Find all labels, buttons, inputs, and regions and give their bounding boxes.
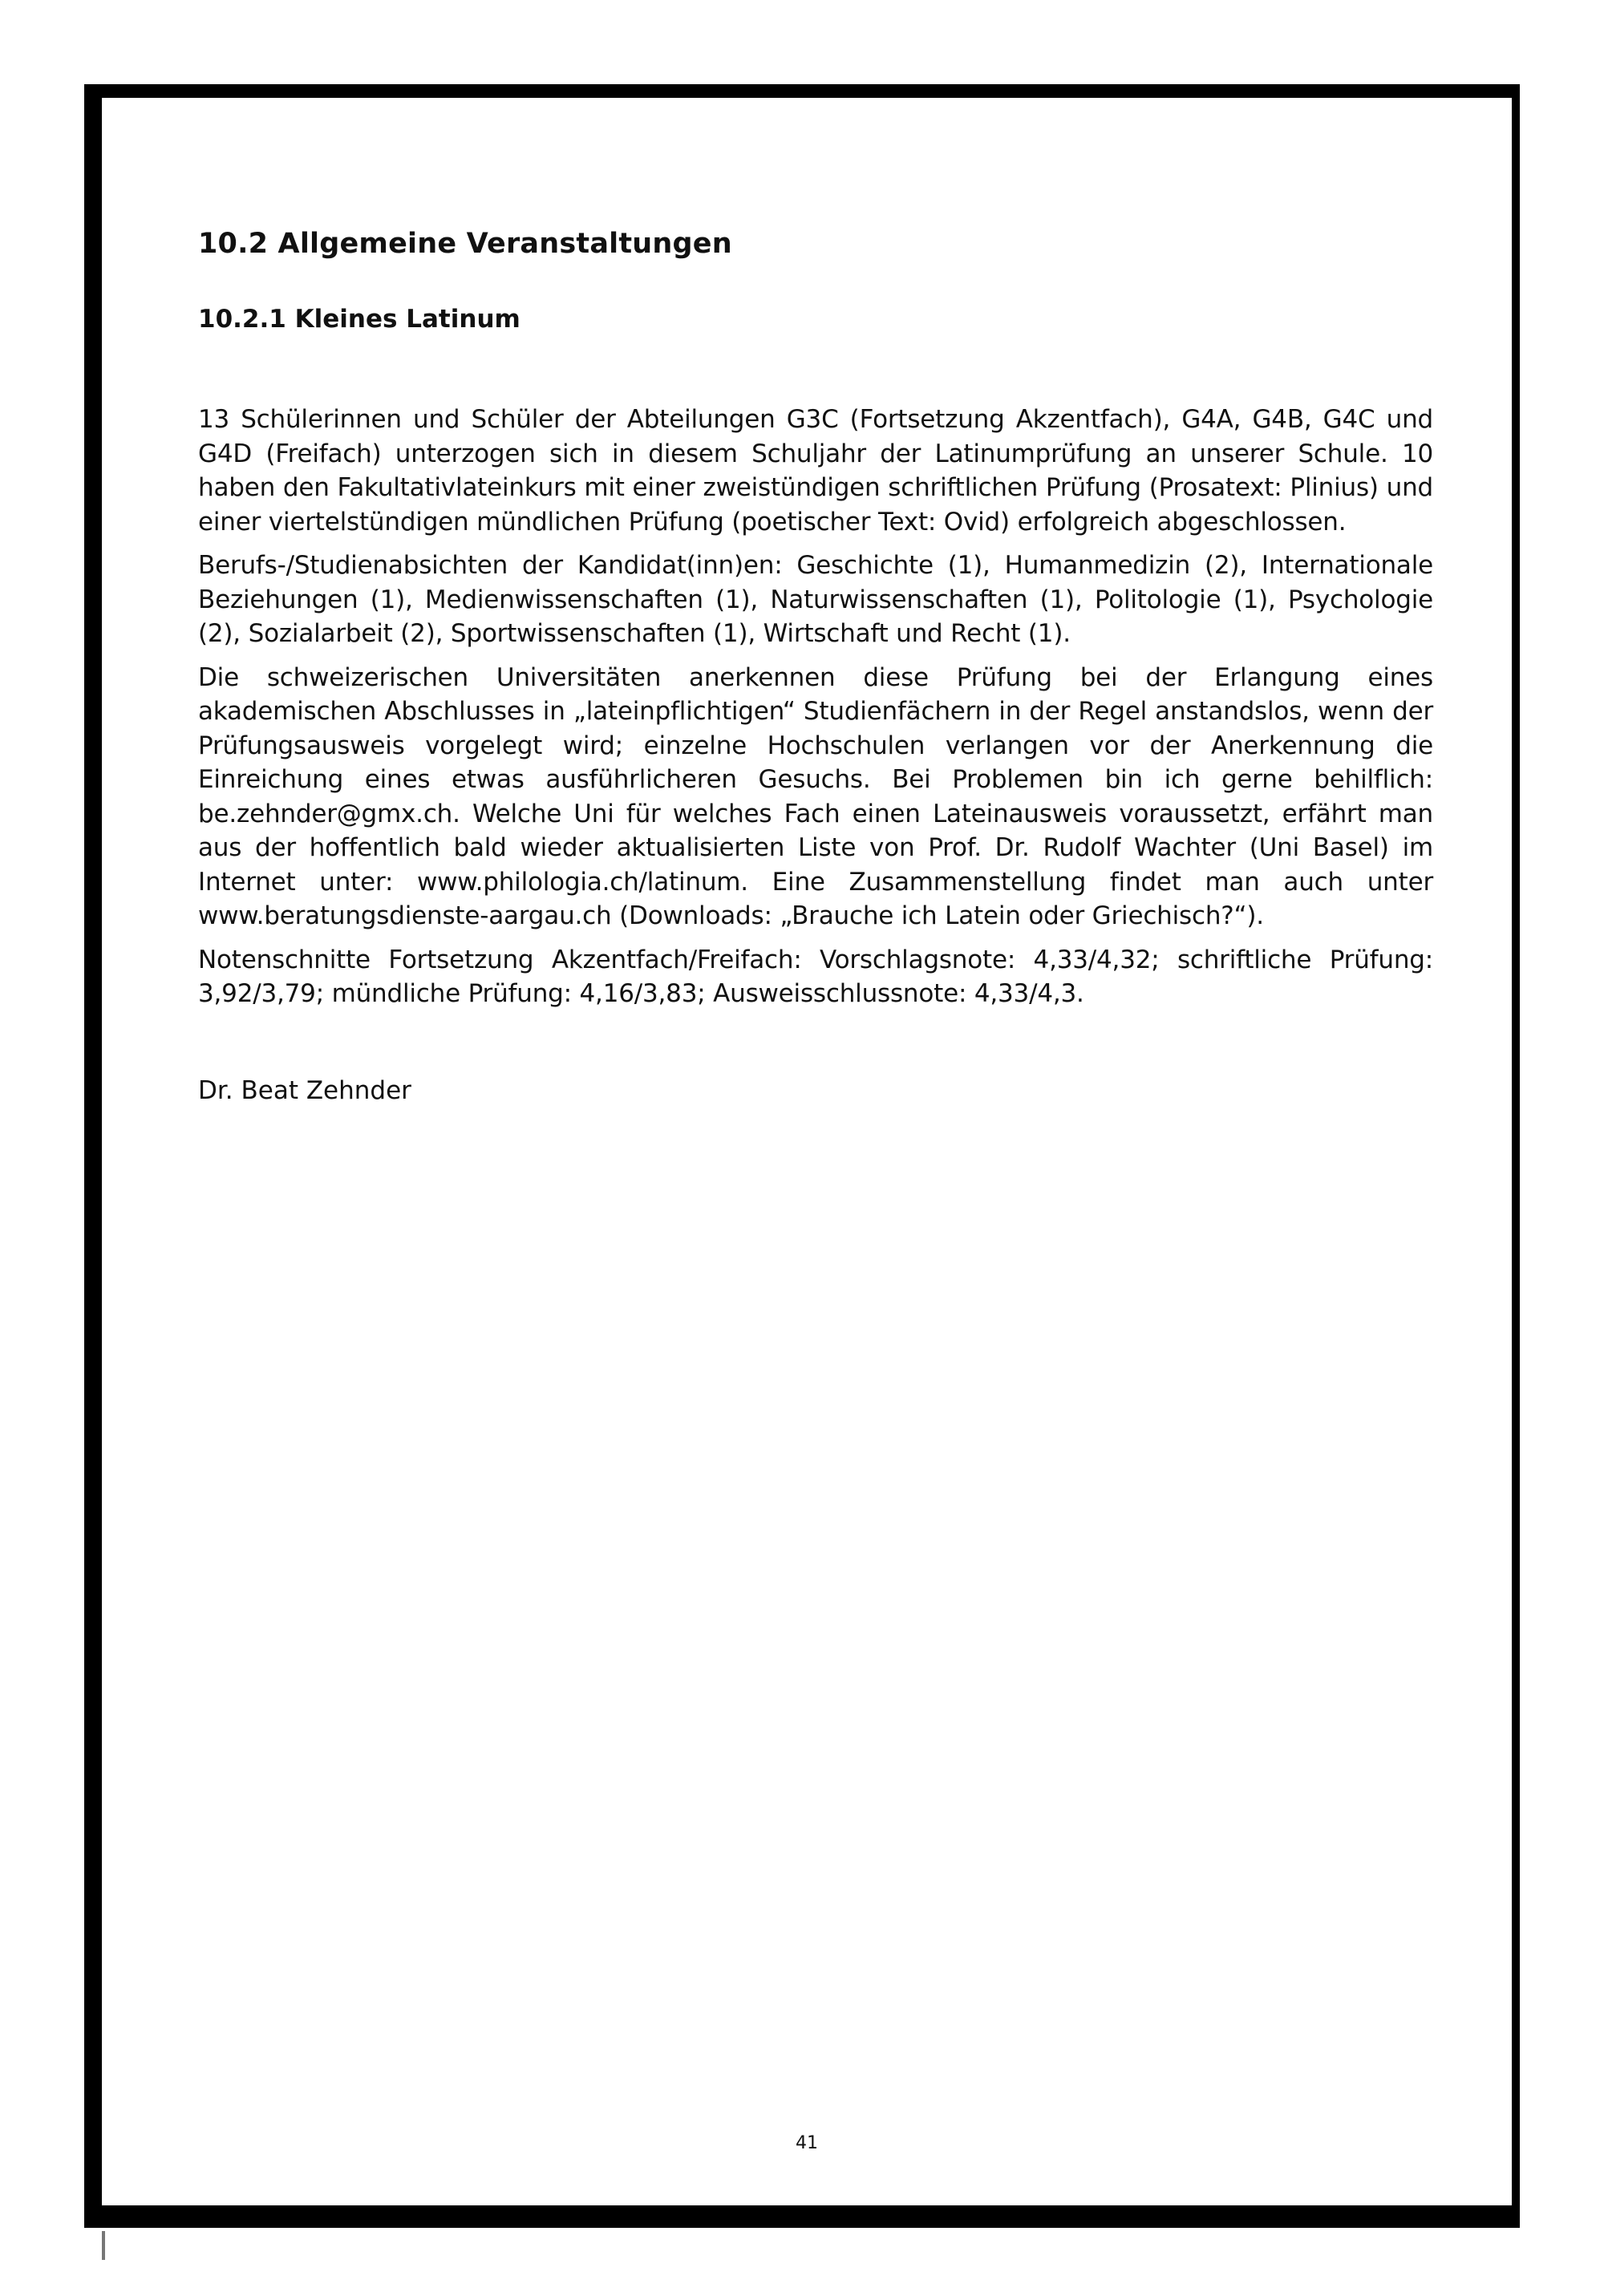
subsection-heading: 10.2.1 Kleines Latinum (198, 305, 520, 334)
page-content (198, 226, 1433, 1108)
section-heading: 10.2 Allgemeine Veranstaltungen (198, 228, 732, 260)
paragraph-grade-averages: Notenschnitte Fortsetzung Akzentfach/Freifach: Vorschlagsnote: 4,33/4,32; schriftliche Prüfung: 3,92/3,79; mündliche Prüfung: 4,16/3,83; Ausweisschlussnote: 4,33/4,3. (198, 945, 1433, 1008)
paragraph-exam-results: 13 Schülerinnen und Schüler der Abteilungen G3C (Fortsetzung Akzentfach), G4A, G4B, G4C und G4D (Freifach) unterzogen sich in diesem Schuljahr der Latinumprüfung an unserer Schule. 10 haben den Fakultativlateinkurs mit einer zweistündigen schriftlichen Prüfung (Prosatext: Plinius) und einer viertelstündigen mündlichen Prüfung (poetischer Text: Ovid) erfolgreich abgeschlossen. (198, 405, 1433, 537)
paragraph-recognition: Die schweizerischen Universitäten anerkennen diese Prüfung bei der Erlangung eines akademischen Abschlusses in „lateinpflichtigen“ Studienfächern in der Regel anstandslos, wenn der Prüfungsausweis vorgelegt wird; einzelne Hochschulen verlangen vor der Anerkennung die Einreichung eines etwas ausführlicheren Gesuchs. Bei Problemen bin ich gerne behilflich: be.zehnder@gmx.ch. Welche Uni für welches Fach einen Lateinausweis voraussetzt, erfährt man aus der hoffentlich bald wieder aktualisierten Liste von Prof. Dr. Rudolf Wachter (Uni Basel) im Internet unter: www.philologia.ch/latinum. Eine Zusammenstellung findet man auch unter www.beratungsdienste-aargau.ch (Downloads: „Brauche ich Latein oder Griechisch?“). (198, 662, 1433, 930)
scan-margin-mark (102, 2231, 105, 2260)
document-page (99, 98, 1512, 2215)
author-signature: Dr. Beat Zehnder (198, 1075, 411, 1105)
paragraph-career-plans: Berufs-/Studienabsichten der Kandidat(inn)en: Geschichte (1), Humanmedizin (2), Internationale Beziehungen (1), Medienwissenschaften (1), Naturwissenschaften (1), Politologie (1), Psychologie (2), Sozialarbeit (2), Sportwissenschaften (1), Wirtschaft und Recht (1). (198, 551, 1433, 648)
page-number: 41 (796, 2133, 818, 2153)
